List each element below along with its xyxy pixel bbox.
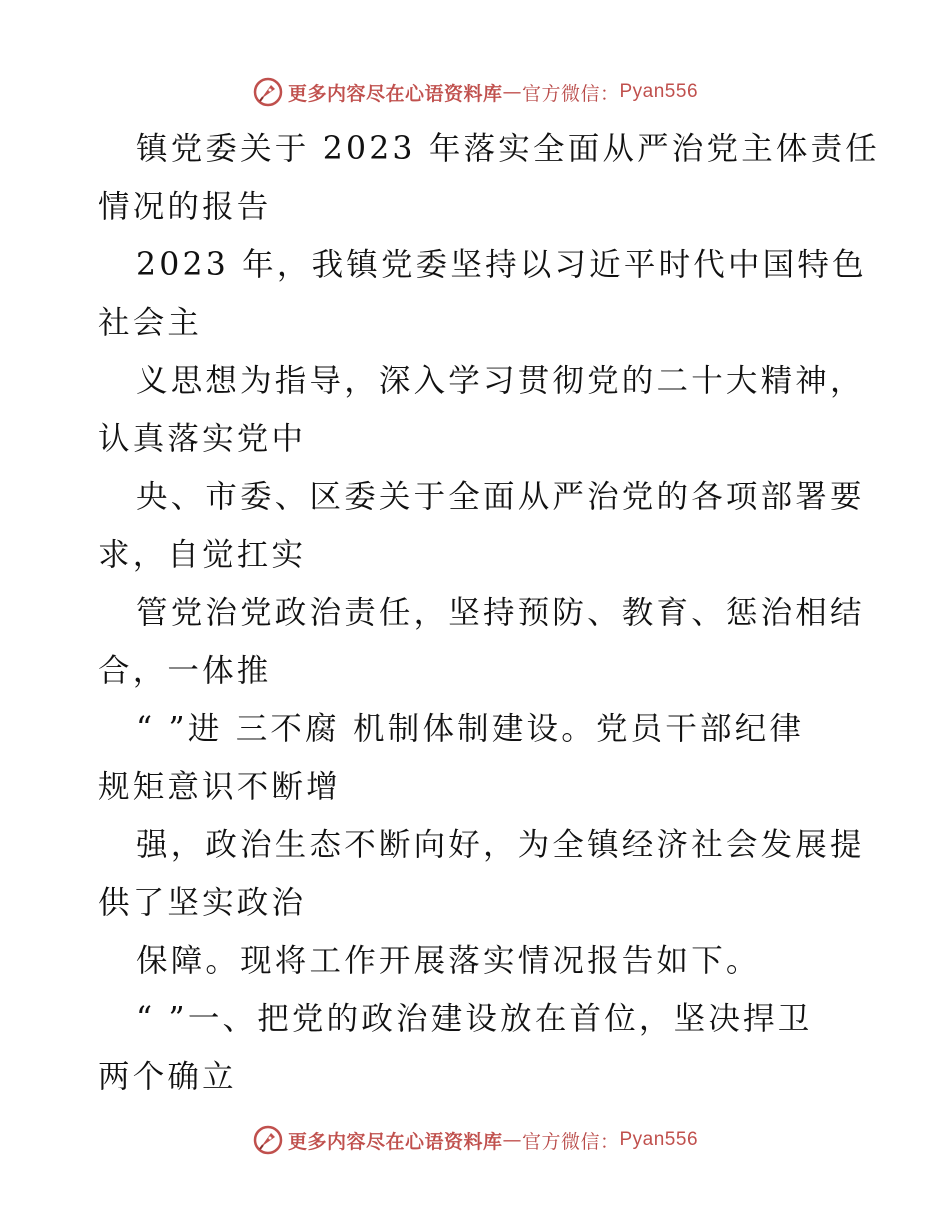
paragraph-line: 强，政治生态不断向好，为全镇经济社会发展提 xyxy=(136,827,865,863)
watermark-brand: 更多内容尽在心语资料库 xyxy=(287,1130,503,1153)
section-heading-line-1: “ ”一、把党的政治建设放在首位，坚决捍卫 xyxy=(136,1001,813,1037)
watermark-wechat-id: Pyan556 xyxy=(619,81,699,102)
document-title-line-2: 情况的报告 xyxy=(98,189,272,225)
paragraph-line: “ ”进 三不腐 机制体制建设。党员干部纪律 xyxy=(136,711,805,747)
document-body xyxy=(98,120,880,1106)
section-heading-line-2: 两个确立 xyxy=(98,1059,237,1095)
watermark-separator: — xyxy=(502,81,522,103)
paragraph-line: 义思想为指导，深入学习贯彻党的二十大精神， xyxy=(136,363,865,399)
paragraph-line: 供了坚实政治 xyxy=(98,885,307,921)
document-title-line-1: 镇党委关于 2023 年落实全面从严治党主体责任 xyxy=(136,131,880,167)
paragraph-line: 合，一体推 xyxy=(98,653,272,689)
watermark-official-label: 官方微信： xyxy=(521,1130,620,1153)
pen-nib-circle-icon xyxy=(252,76,284,108)
paragraph-line: 认真落实党中 xyxy=(98,421,307,457)
paragraph-line: 保障。现将工作开展落实情况报告如下。 xyxy=(136,943,761,979)
watermark-official-label: 官方微信： xyxy=(521,82,620,105)
paragraph-line: 社会主 xyxy=(98,305,203,341)
paragraph-line: 求，自觉扛实 xyxy=(98,537,307,573)
paragraph-line: 管党治党政治责任，坚持预防、教育、惩治相结 xyxy=(136,595,865,631)
watermark-separator: — xyxy=(502,1129,522,1151)
watermark-wechat-id: Pyan556 xyxy=(619,1129,699,1150)
header-watermark xyxy=(0,72,950,112)
paragraph-line: 2023 年，我镇党委坚持以习近平时代中国特色 xyxy=(136,247,867,283)
watermark-brand: 更多内容尽在心语资料库 xyxy=(287,82,503,105)
footer-watermark xyxy=(0,1120,950,1160)
paragraph-line: 规矩意识不断增 xyxy=(98,769,341,805)
paragraph-line: 央、市委、区委关于全面从严治党的各项部署要 xyxy=(136,479,865,515)
pen-nib-circle-icon xyxy=(252,1124,284,1156)
